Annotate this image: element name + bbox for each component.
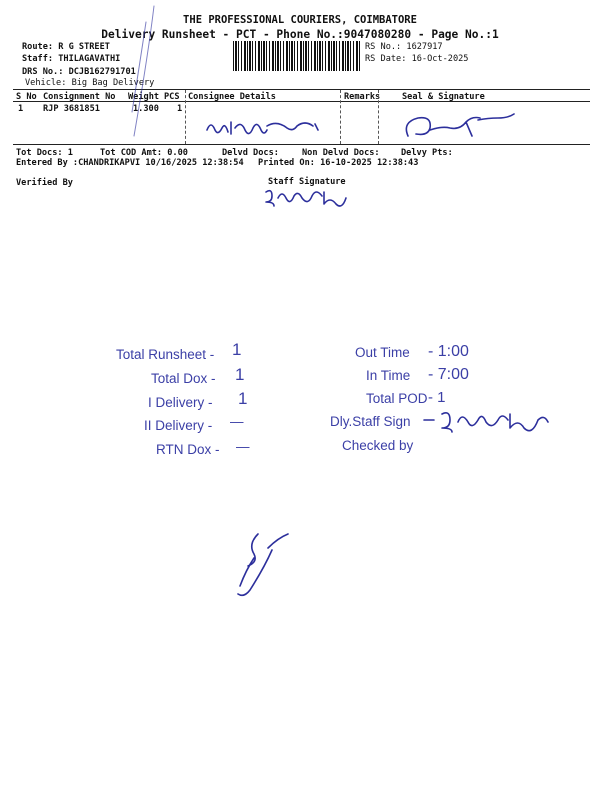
rtn-dox-value: — (236, 439, 250, 454)
out-time-value: - 1:00 (428, 343, 469, 360)
col-header-consignment: Consignment No (43, 92, 116, 102)
scribble-signature (228, 528, 308, 598)
ii-delivery-value: — (230, 414, 244, 429)
rtn-dox-label: RTN Dox - (156, 442, 220, 457)
table-bottom-rule (13, 144, 590, 145)
rs-number: RS No.: 1627917 (365, 42, 443, 52)
stray-pen-mark (110, 2, 160, 142)
in-time-label: In Time (366, 368, 411, 383)
delvy-pts: Delvy Pts: (401, 148, 453, 158)
drs-number: DRS No.: DCJB162791701 (22, 67, 136, 77)
printed-on: Printed On: 16-10-2025 12:38:43 (258, 158, 419, 168)
ii-delivery-label: II Delivery - (144, 418, 213, 433)
company-title: THE PROFESSIONAL COURIERS, COIMBATORE (183, 14, 417, 26)
out-time-label: Out Time (355, 345, 410, 360)
col-header-consignee: Consignee Details (188, 92, 276, 102)
checked-by-label: Checked by (342, 438, 414, 453)
total-runsheet-value: 1 (232, 340, 242, 359)
dly-staff-signature (420, 408, 560, 434)
table-top-rule (13, 89, 590, 90)
consignee-signature (205, 118, 325, 140)
tot-cod-amt: Tot COD Amt: 0.00 (100, 148, 188, 158)
staff-signature-label: Staff Signature (268, 177, 346, 187)
col-header-remarks: Remarks (344, 92, 381, 102)
row-consignment-no: RJP 3681851 (43, 104, 100, 114)
total-pod-value: - 1 (428, 389, 446, 406)
col-header-sno: S No (16, 92, 37, 102)
col-header-pcs: PCS (164, 92, 180, 102)
vehicle-text: Vehicle: Big Bag Delivery (25, 78, 155, 88)
runsheet-subtitle: Delivery Runsheet - PCT - Phone No.:9047080280 - Page No.:1 (101, 28, 499, 41)
total-dox-value: 1 (235, 365, 245, 384)
entered-by: Entered By :CHANDRIKAPVI 10/16/2025 12:38:54 (16, 158, 244, 168)
i-delivery-label: I Delivery - (148, 395, 213, 410)
delvd-docs: Delvd Docs: (222, 148, 279, 158)
staff-signature (262, 188, 352, 208)
rs-date: RS Date: 16-Oct-2025 (365, 54, 469, 64)
dly-staff-sign-label: Dly.Staff Sign (330, 414, 411, 429)
seal-signature (400, 112, 520, 142)
table-header-rule (13, 101, 590, 102)
row-sno: 1 (18, 104, 24, 114)
col-header-weight: Weight (128, 92, 160, 102)
col-divider (378, 90, 379, 144)
staff-text: Staff: THILAGAVATHI (22, 54, 121, 64)
i-delivery-value: 1 (238, 389, 248, 408)
col-divider (340, 90, 341, 144)
non-delvd-docs: Non Delvd Docs: (302, 148, 380, 158)
total-dox-label: Total Dox - (151, 371, 216, 386)
row-weight: 1.300 (133, 104, 159, 114)
total-runsheet-label: Total Runsheet - (116, 347, 215, 362)
barcode (233, 41, 361, 71)
tot-docs: Tot Docs: 1 (16, 148, 73, 158)
route-text: Route: R G STREET (22, 42, 110, 52)
total-pod-label: Total POD (366, 391, 428, 406)
col-divider (185, 90, 186, 144)
col-header-seal: Seal & Signature (402, 92, 485, 102)
verified-by-label: Verified By (16, 178, 73, 188)
in-time-value: - 7:00 (428, 366, 469, 383)
row-pcs: 1 (177, 104, 183, 114)
